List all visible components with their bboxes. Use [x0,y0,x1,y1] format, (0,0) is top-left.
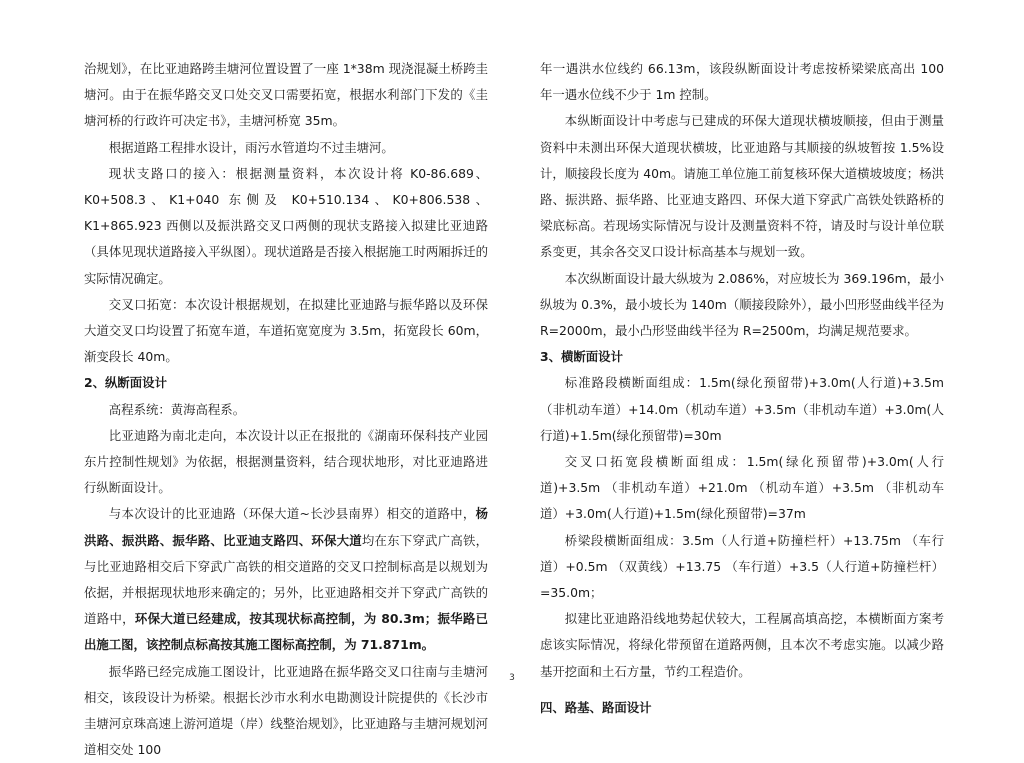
paragraph: 治规划》，在比亚迪路跨圭塘河位置设置了一座 1*38m 现浇混凝土桥跨圭塘河。由于在振华路交叉口处交叉口需要拓宽，根据水利部门下发的《圭塘河桥的行政许可决定书》，圭塘河桥宽 35m。 [84,61,488,129]
page-number: 3 [509,673,515,683]
paragraph: 标准路段横断面组成：1.5m(绿化预留带)+3.0m(人行道)+3.5m （非机动车道）+14.0m（机动车道）+3.5m（非机动车道）+3.0m(人行道)+1.5m(绿化预留带)=30m [540,375,944,443]
paragraph: 高程系统：黄海高程系。 [108,401,246,417]
section-heading: 四、路基、路面设计 [540,699,652,715]
paragraph: 比亚迪路为南北走向，本次设计以正在报批的《湖南环保科技产业园东片控制性规划》为依据，根据测量资料，结合现状地形，对比亚迪路进行纵断面设计。 [84,427,488,496]
paragraph: 振华路已经完成施工图设计，比亚迪路在振华路交叉口往南与圭塘河相交，该段设计为桥梁。根据长沙市水利水电勘测设计院提供的《长沙市圭塘河京珠高速上游河道堤（岸）线整治规划》，比亚迪路与圭塘河规划河道相交处 100 [84,663,488,758]
paragraph: 现状支路口的接入：根据测量资料，本次设计将 K0-86.689、K0+508.3、K1+040 东侧及 K0+510.134、K0+806.538、K1+865.923 西侧以及振洪路交叉口两侧的现状支路接入拟建比亚迪路（具体见现状道路接入平纵图）。现状道路是否接入根据施工时两厢拆迁的实际情况确定。 [84,165,488,286]
paragraph: 根据道路工程排水设计，雨污水管道均不过圭塘河。 [108,139,394,155]
paragraph-with-bold [84,501,488,658]
section-heading: 3、横断面设计 [540,349,623,365]
paragraph: 拟建比亚迪路沿线地势起伏较大，工程属高填高挖，本横断面方案考虑该实际情况，将绿化带预留在道路两侧，且本次不考虑实施。以减少路基开挖面和土石方量，节约工程造价。 [540,611,944,679]
paragraph: 年一遇洪水位线约 66.13m，该段纵断面设计考虑按桥梁梁底高出 100 年一遇水位线不少于 1m 控制。 [540,61,944,103]
bold-text-run: 环保大道已经建成，按其现状标高控制，为 80.3m；振华路已出施工图，该控制点标高按其施工图标高控制，为 71.871m。 [84,611,489,653]
bold-text-run: 杨洪路、振洪路、振华路、比亚迪支路四、环保大道 [84,506,488,548]
paragraph: 桥梁段横断面组成：3.5m（人行道+防撞栏杆）+13.75m （车行道）+0.5m （双黄线）+13.75 （车行道）+3.5（人行道+防撞栏杆）=35.0m； [540,532,944,601]
paragraph: 交叉口拓宽段横断面组成：1.5m(绿化预留带)+3.0m(人行道)+3.5m （非机动车道）+21.0m （机动车道）+3.5m （非机动车道）+3.0m(人行道)+1.5m(绿化预留带)=37m [540,454,944,522]
section-heading: 2、纵断面设计 [84,375,167,391]
right-column [540,56,944,721]
left-column [84,56,488,763]
paragraph: 本次纵断面设计最大纵坡为 2.086%，对应坡长为 369.196m，最小纵坡为 0.3%，最小坡长为 140m（顺接段除外），最小凹形竖曲线半径为 R=2000m，最小凸形竖曲线半径为 R=2500m，均满足规范要求。 [540,270,944,339]
text-run: 与本次设计的比亚迪路（环保大道~长沙县南界）相交的道路中， [108,506,476,522]
paragraph: 交叉口拓宽：本次设计根据规划，在拟建比亚迪路与振华路以及环保大道交叉口均设置了拓宽车道，车道拓宽宽度为 3.5m，拓宽段长 60m，渐变段长 40m。 [84,296,488,365]
paragraph: 本纵断面设计中考虑与已建成的环保大道现状横坡顺接，但由于测量资料中未测出环保大道现状横坡，比亚迪路与其顺接的纵坡暂按 1.5%设计，顺接段长度为 40m。请施工单位施工前复核环保大道横坡坡度；杨洪路、振洪路、振华路、比亚迪支路四、环保大道下穿武广高铁处铁路桥的梁底标高。若现场实际情况与设计及测量资料不符，请及时与设计单位联系变更，其余各交叉口设计标高基本与规划一致。 [540,113,944,260]
text-run: 均在东下穿武广高铁，与比亚迪路相交后下穿武广高铁的相交道路的交叉口控制标高是以规划为依据，并根据现状地形来确定的；另外，比亚迪路相交并下穿武广高铁的道路中， [84,532,489,627]
